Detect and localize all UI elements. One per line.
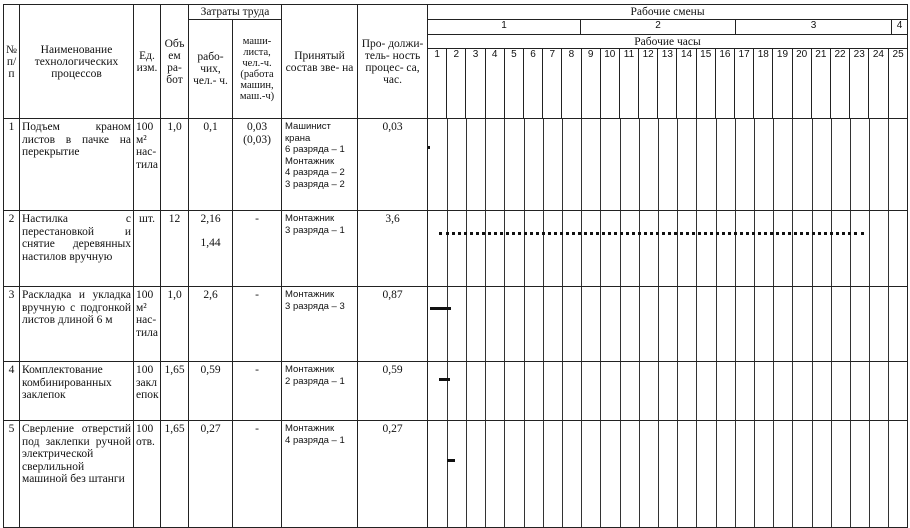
row-crew [282, 119, 358, 211]
hour-gridline [754, 362, 755, 420]
hour-gridline [504, 287, 505, 361]
hour-gridline [773, 211, 774, 286]
hour-gridline [447, 287, 448, 361]
hour-gridline [466, 211, 467, 286]
hour-number: 4 [486, 49, 505, 118]
hour-gridline [620, 119, 621, 210]
hour-gridline [869, 421, 870, 527]
hour-gridline [504, 362, 505, 420]
col-header-labor: Затраты труда [189, 5, 282, 20]
crew-line: 6 разряда – 1 [285, 144, 345, 155]
col-header-volume: Объ ем ра- бот [161, 5, 189, 119]
hour-number: 17 [735, 49, 754, 118]
row-workers: 0,1 [189, 119, 233, 211]
schedule-bar [430, 307, 451, 310]
hour-number: 10 [601, 49, 620, 118]
hour-gridline [773, 421, 774, 527]
hour-gridline [773, 362, 774, 420]
hour-gridline [716, 211, 717, 286]
hour-gridline [792, 119, 793, 210]
hour-gridline [869, 211, 870, 286]
hour-gridline [850, 119, 851, 210]
hour-number: 15 [697, 49, 716, 118]
hour-gridline [524, 119, 525, 210]
row-machinists: 0,03 (0,03) [233, 119, 282, 211]
schedule-bar [428, 146, 430, 149]
shift-number: 2 [581, 20, 736, 34]
hour-gridline [812, 119, 813, 210]
hour-gridline [466, 119, 467, 210]
row-num: 2 [4, 211, 20, 287]
hour-gridline [831, 119, 832, 210]
hour-number: 5 [505, 49, 524, 118]
schedule-bar [439, 232, 864, 235]
table-row [4, 211, 908, 287]
hour-gridline [677, 287, 678, 361]
technological-schedule-table [3, 4, 908, 528]
hour-gridline [812, 421, 813, 527]
crew-line: 2 разряда – 1 [285, 375, 345, 387]
hour-gridline [581, 421, 582, 527]
hour-number: 2 [447, 49, 466, 118]
hour-gridline [447, 211, 448, 286]
hour-gridline [696, 421, 697, 527]
hour-number: 6 [524, 49, 543, 118]
hour-gridline [658, 119, 659, 210]
row-machinists: - [233, 211, 282, 287]
hour-number: 16 [716, 49, 735, 118]
row-name: Подъем краном листов в пачке на перекрытие [20, 119, 134, 211]
row-name: Раскладка и укладка вручную с подгонкой листов длиной 6 м [20, 287, 134, 362]
hour-gridline [543, 287, 544, 361]
hour-number: 14 [677, 49, 696, 118]
hour-gridline [504, 421, 505, 527]
row-num: 3 [4, 287, 20, 362]
hour-gridline [639, 421, 640, 527]
row-num: 5 [4, 421, 20, 528]
hour-gridline [543, 421, 544, 527]
hour-gridline [792, 287, 793, 361]
crew-line: Машинист крана [285, 121, 331, 144]
hour-number: 3 [466, 49, 485, 118]
row-duration: 3,6 [358, 211, 428, 287]
hour-gridline [716, 287, 717, 361]
hour-gridline [620, 211, 621, 286]
crew-line: Монтажник [285, 155, 335, 167]
gantt-cell [428, 119, 908, 211]
hour-gridline [850, 362, 851, 420]
hour-gridline [600, 211, 601, 286]
hour-gridline [888, 287, 889, 361]
hour-gridline [677, 211, 678, 286]
hour-gridline [716, 119, 717, 210]
row-unit: 100 м² нас- тила [134, 119, 161, 211]
gantt-cell [428, 362, 908, 421]
row-crew [282, 287, 358, 362]
row-num: 4 [4, 362, 20, 421]
table-row [4, 421, 908, 528]
hour-number: 13 [658, 49, 677, 118]
gantt-cell [428, 287, 908, 362]
hour-number: 1 [428, 49, 447, 118]
hour-number: 12 [639, 49, 658, 118]
hour-gridline [696, 119, 697, 210]
hour-gridline [600, 362, 601, 420]
row-unit: 100 закл епок [134, 362, 161, 421]
hour-gridline [466, 421, 467, 527]
hour-number: 11 [620, 49, 639, 118]
gantt-grid [428, 119, 907, 210]
row-duration: 0,59 [358, 362, 428, 421]
crew-line: Монтажник [285, 364, 335, 375]
hour-gridline [888, 362, 889, 420]
gantt-grid [428, 362, 907, 420]
row-workers-value-2: 1,44 [200, 236, 221, 249]
hour-gridline [639, 362, 640, 420]
table-row [4, 287, 908, 362]
hour-gridline [562, 287, 563, 361]
hour-gridline [466, 362, 467, 420]
crew-line: Монтажник [285, 213, 335, 224]
row-duration: 0,27 [358, 421, 428, 528]
hour-gridline [735, 362, 736, 420]
row-unit: 100 м² нас- тила [134, 287, 161, 362]
hour-gridline [581, 287, 582, 361]
col-header-name: Наименование технологических процессов [20, 5, 134, 119]
hour-gridline [735, 287, 736, 361]
hour-gridline [620, 421, 621, 527]
hour-gridline [792, 211, 793, 286]
hour-gridline [716, 421, 717, 527]
row-crew [282, 421, 358, 528]
row-machinists: - [233, 362, 282, 421]
gantt-grid [428, 421, 907, 527]
crew-line: 3 разряда – 2 [285, 178, 345, 190]
hour-number: 22 [831, 49, 850, 118]
hour-gridline [524, 211, 525, 286]
crew-line: 3 разряда – 1 [285, 224, 345, 236]
hour-gridline [639, 119, 640, 210]
hour-number: 20 [793, 49, 812, 118]
hour-gridline [869, 362, 870, 420]
shift-number: 4 [896, 20, 903, 31]
hour-gridline [754, 421, 755, 527]
hour-gridline [543, 362, 544, 420]
gantt-cell [428, 421, 908, 528]
row-num: 1 [4, 119, 20, 211]
hour-gridline [562, 421, 563, 527]
hour-gridline [812, 287, 813, 361]
col-header-duration: Про- должи- тель- ность процес- са, час. [358, 5, 428, 119]
row-unit: шт. [134, 211, 161, 287]
hour-gridline [581, 362, 582, 420]
row-volume: 1,0 [161, 119, 189, 211]
hour-gridline [600, 119, 601, 210]
hour-gridline [888, 119, 889, 210]
hour-gridline [773, 287, 774, 361]
crew-line: 3 разряда – 3 [285, 300, 345, 312]
hour-gridline [543, 211, 544, 286]
hour-gridline [812, 362, 813, 420]
hour-gridline [831, 287, 832, 361]
hour-gridline [543, 119, 544, 210]
hour-gridline [504, 211, 505, 286]
row-workers [189, 211, 233, 287]
row-volume: 1,65 [161, 362, 189, 421]
gantt-grid [428, 211, 907, 286]
hour-gridline [850, 211, 851, 286]
gantt-cell [428, 211, 908, 287]
hour-gridline [524, 421, 525, 527]
schedule-bar [447, 459, 455, 462]
row-name: Настилка с перестановкой и снятие деревянных настилов вручную [20, 211, 134, 287]
col-header-machinists: маши- листа, чел.-ч. (работа машин, маш.-ч) [233, 20, 282, 119]
row-name: Сверление отверстий под заклепки ручной электрической сверлильной машиной без штанги [20, 421, 134, 528]
row-volume: 1,0 [161, 287, 189, 362]
hour-gridline [850, 421, 851, 527]
shift-number: 1 [428, 20, 581, 34]
hour-gridline [658, 362, 659, 420]
hour-gridline [754, 211, 755, 286]
crew-line: 4 разряда – 2 [285, 167, 345, 178]
shift-number: 3 [736, 20, 892, 34]
hour-gridline [562, 119, 563, 210]
col-header-num: № п/п [4, 5, 20, 119]
row-volume: 12 [161, 211, 189, 287]
hour-gridline [869, 119, 870, 210]
hour-gridline [888, 421, 889, 527]
row-crew [282, 211, 358, 287]
hour-gridline [600, 421, 601, 527]
table-row [4, 119, 908, 211]
col-header-shifts: Рабочие смены [428, 5, 908, 20]
hour-gridline [869, 287, 870, 361]
hour-gridline [639, 287, 640, 361]
row-workers: 0,27 [189, 421, 233, 528]
gantt-grid [428, 287, 907, 361]
hour-number: 23 [850, 49, 869, 118]
crew-line: Монтажник [285, 289, 335, 300]
hour-gridline [696, 287, 697, 361]
hour-gridline [581, 119, 582, 210]
col-header-unit: Ед. изм. [134, 5, 161, 119]
hour-gridline [716, 362, 717, 420]
hour-gridline [562, 211, 563, 286]
hour-gridline [696, 362, 697, 420]
hour-number: 25 [892, 49, 904, 60]
hour-gridline [485, 362, 486, 420]
row-workers-value: 2,16 [200, 213, 221, 225]
hour-gridline [735, 421, 736, 527]
hour-gridline [792, 362, 793, 420]
row-volume: 1,65 [161, 421, 189, 528]
hour-gridline [485, 421, 486, 527]
hour-number: 19 [773, 49, 792, 118]
row-duration: 0,03 [358, 119, 428, 211]
hour-gridline [639, 211, 640, 286]
hour-gridline [812, 211, 813, 286]
hour-gridline [677, 421, 678, 527]
hour-gridline [581, 211, 582, 286]
hour-number: 24 [869, 49, 888, 118]
hour-gridline [792, 421, 793, 527]
hour-gridline [620, 287, 621, 361]
hour-number: 21 [812, 49, 831, 118]
row-machinists: - [233, 287, 282, 362]
row-name: Комплектование комбинированных заклепок [20, 362, 134, 421]
row-duration: 0,87 [358, 287, 428, 362]
hour-gridline [735, 211, 736, 286]
crew-line: Монтажник [285, 423, 335, 434]
row-unit: 100 отв. [134, 421, 161, 528]
col-header-hours: Рабочие часы [428, 35, 908, 49]
hour-gridline [524, 362, 525, 420]
hour-gridline [447, 362, 448, 420]
hour-gridline [696, 211, 697, 286]
hour-gridline [773, 119, 774, 210]
hour-gridline [466, 287, 467, 361]
hour-gridline [485, 287, 486, 361]
hour-gridline [754, 119, 755, 210]
hour-gridline [831, 211, 832, 286]
hour-gridline [658, 211, 659, 286]
row-workers: 0,59 [189, 362, 233, 421]
hour-gridline [562, 362, 563, 420]
hour-gridline [831, 421, 832, 527]
schedule-bar [439, 378, 451, 381]
hour-gridline [677, 362, 678, 420]
hour-gridline [485, 211, 486, 286]
col-header-crew: Принятый состав зве- на [282, 5, 358, 119]
hour-gridline [485, 119, 486, 210]
hour-gridline [620, 362, 621, 420]
row-machinists: - [233, 421, 282, 528]
hour-gridline [447, 421, 448, 527]
hour-gridline [735, 119, 736, 210]
hour-gridline [677, 119, 678, 210]
hour-number: 18 [754, 49, 773, 118]
table-row [4, 362, 908, 421]
hour-gridline [658, 421, 659, 527]
hour-gridline [504, 119, 505, 210]
hour-gridline [850, 287, 851, 361]
hour-gridline [831, 362, 832, 420]
hour-number: 8 [562, 49, 581, 118]
hour-gridline [658, 287, 659, 361]
hour-number: 9 [582, 49, 601, 118]
hour-gridline [600, 287, 601, 361]
hour-number: 7 [543, 49, 562, 118]
row-workers: 2,6 [189, 287, 233, 362]
row-crew [282, 362, 358, 421]
crew-line: 4 разряда – 1 [285, 434, 345, 446]
hour-gridline [524, 287, 525, 361]
hour-gridline [447, 119, 448, 210]
hour-gridline [888, 211, 889, 286]
hour-gridline [754, 287, 755, 361]
col-header-workers: рабо- чих, чел.- ч. [189, 20, 233, 119]
